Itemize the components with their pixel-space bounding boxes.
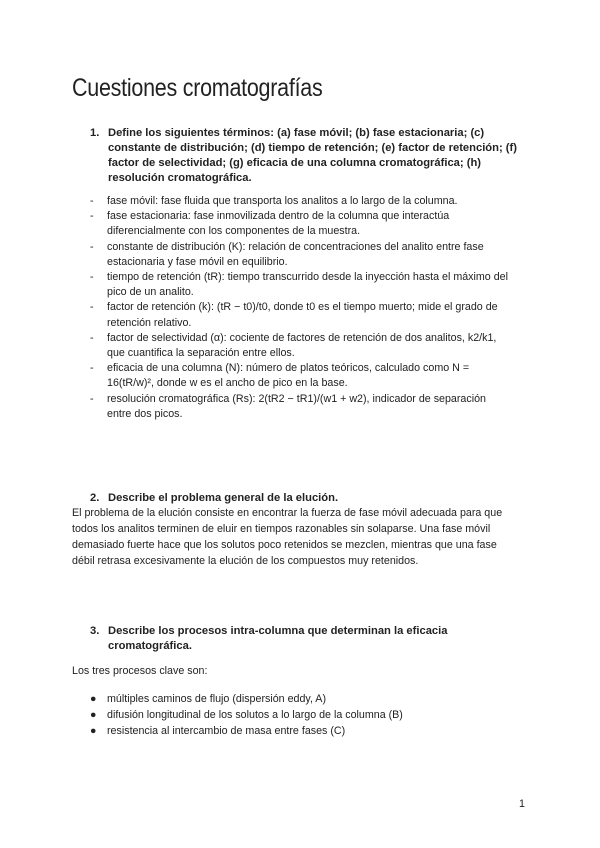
document-title: Cuestiones cromatografías xyxy=(72,74,323,102)
definition-item: - tiempo de retención (tR): tiempo transcurrido desde la inyección hasta el máximo del pico de un analito. xyxy=(90,271,508,299)
question-3-heading: Describe los procesos intra-columna que determinan la eficacia cromatográfica. xyxy=(108,625,448,652)
question-2-answer: El problema de la elución consiste en encontrar la fuerza de fase móvil adecuada para que todos los analitos terminen de eluir en tiempos razonables sin solaparse. Una fase móvil demasiado fuerte hace que los solutos poco retenidos se mezclen, mientras que una fase débil retrasa excesivamente la elución de los compuestos muy retenidos. xyxy=(72,507,503,567)
process-item: ● múltiples caminos de flujo (dispersión eddy, A) xyxy=(90,693,326,705)
definitions-list xyxy=(90,194,530,422)
question-2-heading: Describe el problema general de la elución. xyxy=(108,492,339,504)
question-3-intro: Los tres procesos clave son: xyxy=(72,665,208,677)
definition-item: - fase móvil: fase fluida que transporta los analitos a lo largo de la columna. xyxy=(90,195,458,207)
definition-item: - eficacia de una columna (N): número de platos teóricos, calculado como N = 16(tR/w)², donde w es el ancho de pico en la base. xyxy=(90,362,470,390)
definition-item: - fase estacionaria: fase inmovilizada dentro de la columna que interactúa diferencialmente con los componentes de la muestra. xyxy=(90,210,450,238)
question-1-line: constante de distribución; (d) tiempo de retención; (e) factor de retención; (f) xyxy=(108,142,517,154)
question-2-number: 2. xyxy=(90,492,100,504)
definition-item: - constante de distribución (K): relación de concentraciones del analito entre fase estacionaria y fase móvil en equilibrio. xyxy=(90,240,484,268)
question-1-line: factor de selectividad; (g) eficacia de una columna cromatográfica; (h) xyxy=(108,157,482,169)
process-item: ● resistencia al intercambio de masa entre fases (C) xyxy=(90,725,346,737)
question-1-line: Define los siguientes términos: (a) fase móvil; (b) fase estacionaria; (c) xyxy=(108,127,485,139)
question-1-heading xyxy=(108,126,538,186)
page-number: 1 xyxy=(519,798,525,810)
processes-list xyxy=(90,691,530,739)
question-1-number: 1. xyxy=(90,127,100,139)
definition-item: - factor de selectividad (α): cociente de factores de retención de dos analitos, k2/k1, que cuantifica la separación entre ellos. xyxy=(90,331,497,360)
definition-item: - resolución cromatográfica (Rs): 2(tR2 − tR1)/(w1 + w2), indicador de separación entre dos picos. xyxy=(90,392,486,420)
question-1-line: resolución cromatográfica. xyxy=(108,172,252,184)
question-3-number: 3. xyxy=(90,625,100,637)
process-item: ● difusión longitudinal de los solutos a lo largo de la columna (B) xyxy=(90,709,403,721)
definition-item: - factor de retención (k): (tR − t0)/t0, donde t0 es el tiempo muerto; mide el grado de retención relativo. xyxy=(90,301,498,329)
